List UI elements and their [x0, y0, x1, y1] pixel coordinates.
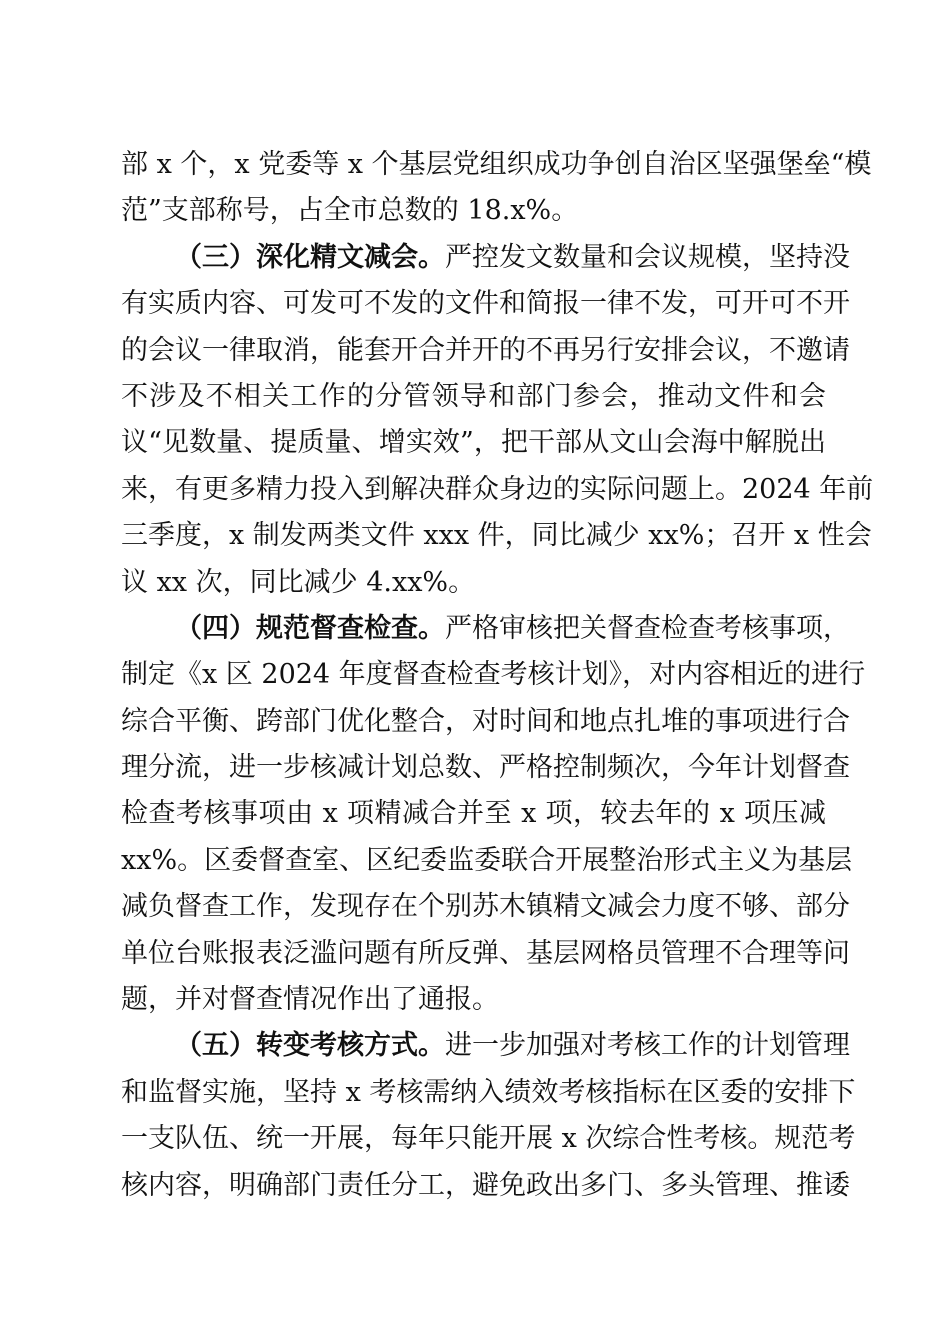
paragraph-line: 核内容，明确部门责任分工，避免政出多门、多头管理、推诿 — [121, 1169, 850, 1201]
paragraph-line: 的会议一律取消，能套开合并开的不再另行安排会议，不邀请 — [121, 334, 850, 366]
paragraph-line: 单位台账报表泛滥问题有所反弹、基层网格员管理不合理等问 — [121, 937, 850, 969]
section-5-lead: 进一步加强对考核工作的计划管理 — [445, 1030, 850, 1062]
paragraph-line: 部 x 个，x 党委等 x 个基层党组织成功争创自治区坚强堡垒“模 — [121, 149, 872, 180]
body-text — [121, 142, 874, 1209]
paragraph-line: 理分流，进一步核减计划总数、严格控制频次，今年计划督查 — [121, 752, 850, 784]
section-4-heading: （四）规范督查检查。 — [175, 612, 445, 644]
paragraph-line: 减负督查工作，发现存在个别苏木镇精文减会力度不够、部分 — [121, 891, 850, 923]
paragraph-line: 制定《x 区 2024 年度督查检查考核计划》，对内容相近的进行 — [121, 659, 866, 691]
paragraph-line: 综合平衡、跨部门优化整合，对时间和地点扎堆的事项进行合 — [121, 705, 850, 737]
section-3-first-line — [121, 235, 850, 281]
paragraph-line: 题，并对督查情况作出了通报。 — [121, 984, 499, 1016]
section-5-heading: （五）转变考核方式。 — [175, 1030, 445, 1062]
paragraph-line: 不涉及不相关工作的分管领导和部门参会，推动文件和会 — [121, 380, 826, 412]
paragraph-line: 范”支部称号，占全市总数的 18.x%。 — [121, 195, 579, 227]
paragraph-line: 和监督实施，坚持 x 考核需纳入绩效考核指标在区委的安排下 — [121, 1076, 856, 1108]
paragraph-line: 议 xx 次，同比减少 4.xx%。 — [121, 566, 476, 598]
section-5-first-line — [121, 1023, 850, 1069]
paragraph-line: 一支队伍、统一开展，每年只能开展 x 次综合性考核。规范考 — [121, 1123, 856, 1155]
paragraph-line: 来，有更多精力投入到解决群众身边的实际问题上。2024 年前 — [121, 473, 874, 505]
paragraph-line: 检查考核事项由 x 项精减合并至 x 项，较去年的 x 项压减 — [121, 798, 826, 830]
paragraph-line: 议“见数量、提质量、增实效”，把干部从文山会海中解脱出 — [121, 427, 826, 459]
section-3-lead: 严控发文数量和会议规模，坚持没 — [445, 241, 850, 273]
section-4-lead: 严格审核把关督查检查考核事项， — [445, 612, 850, 644]
paragraph-line: 三季度，x 制发两类文件 xxx 件，同比减少 xx%；召开 x 性会 — [121, 520, 872, 552]
paragraph-line: xx%。区委督查室、区纪委监委联合开展整治形式主义为基层 — [121, 844, 853, 876]
section-3-heading: （三）深化精文减会。 — [175, 241, 445, 273]
section-4-first-line — [121, 606, 850, 652]
paragraph-line: 有实质内容、可发可不发的文件和简报一律不发，可开可不开 — [121, 288, 850, 320]
